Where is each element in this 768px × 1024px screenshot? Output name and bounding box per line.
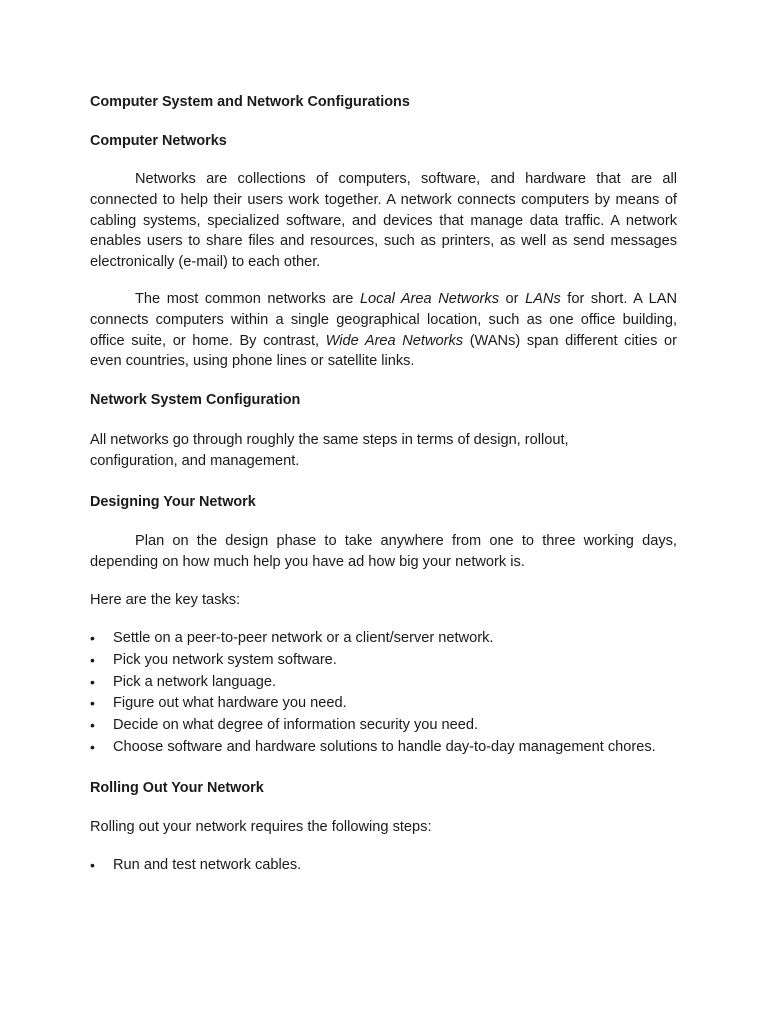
list-item: • Decide on what degree of information security you need.: [90, 715, 677, 737]
lan-text-1: The most common networks are: [135, 291, 360, 307]
list-item: • Figure out what hardware you need.: [90, 693, 677, 715]
network-steps-line-2: configuration, and management.: [90, 452, 300, 469]
list-item: • Settle on a peer-to-peer network or a client/server network.: [90, 628, 677, 650]
paragraph-networks-definition: Networks are collections of computers, software, and hardware that are all connected to help their users work together. A network connects computers by means of cabling systems, specialized software, and devices that manage data traffic. A network enables users to share files and resources, such as printers, as well as send messages electronically (e-mail) to each other.: [90, 171, 677, 271]
lan-text-3: for short. A LAN connects computers within a single geographical location, such as one office building, office suite, or home. By contrast,: [90, 291, 677, 349]
list-item: • Pick a network language.: [90, 672, 677, 694]
section-heading-computer-networks: Computer Networks: [90, 133, 227, 149]
list-item: • Pick you network system software.: [90, 650, 677, 672]
wan-term: Wide Area Networks: [325, 332, 464, 349]
section-heading-network-config: Network System Configuration: [90, 392, 301, 408]
key-tasks-list: [90, 628, 677, 759]
key-tasks-intro: Here are the key tasks:: [90, 592, 241, 608]
rollout-intro: Rolling out your network requires the following steps:: [90, 819, 432, 835]
lan-term: Local Area Networks: [359, 291, 500, 307]
list-item: • Run and test network cables.: [90, 855, 677, 877]
list-item: • Choose software and hardware solutions to handle day-to-day management chores.: [90, 737, 677, 759]
lans-term: LANs: [525, 291, 561, 307]
rollout-steps-list: [90, 855, 677, 877]
network-steps-line-1: All networks go through roughly the same steps in terms of design, rollout,: [90, 432, 569, 448]
paragraph-network-steps: [90, 430, 677, 472]
section-heading-rolling-out: Rolling Out Your Network: [90, 780, 264, 796]
section-heading-designing: Designing Your Network: [90, 494, 256, 510]
lan-text-2: or: [499, 291, 526, 307]
document-title: Computer System and Network Configurations: [90, 94, 410, 110]
lan-text-4: (WANs) span different cities or even countries, using phone lines or satellite links.: [90, 332, 677, 370]
paragraph-design-phase: Plan on the design phase to take anywhere from one to three working days, depending on how much help you have ad how big your network is.: [90, 533, 677, 570]
paragraph-lan-wan: [90, 289, 677, 372]
